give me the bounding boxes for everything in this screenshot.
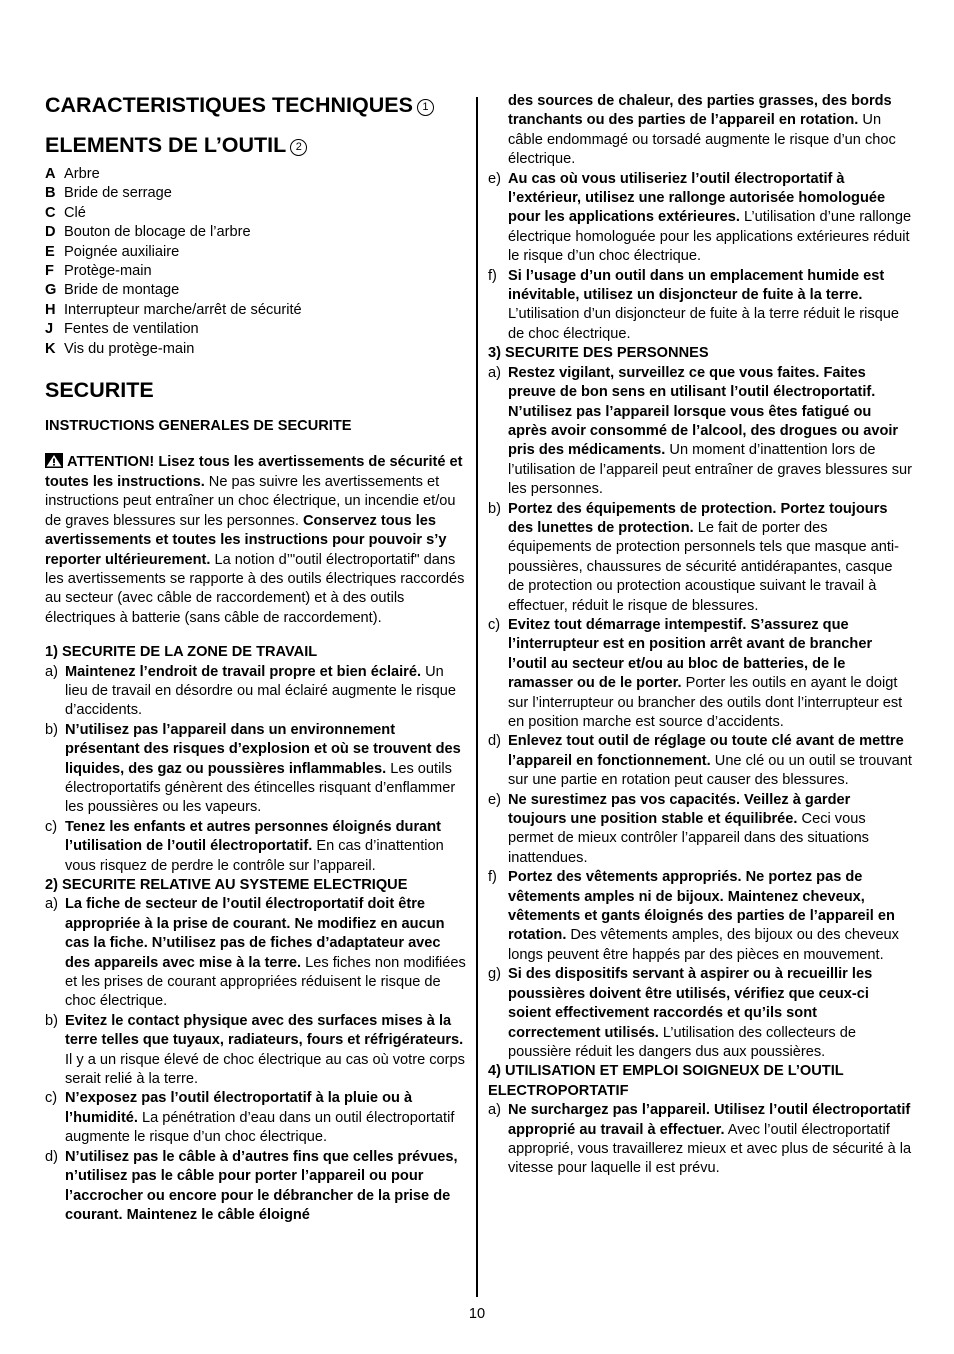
list-item: a) Ne surchargez pas l’appareil. Utilisez l’outil électroportatif approprié au travail à effectuer. Avec l’outil électroportatif approprié, vous travaillerez mieux et avec plus de sécurité à la vitesse pour laquelle il est prévu. xyxy=(488,1102,912,1177)
section-heading-work-area: 1) SECURITE DE LA ZONE DE TRAVAIL xyxy=(45,644,318,661)
list-item: A Arbre xyxy=(45,166,100,182)
list-item: b) Portez des équipements de protection. Portez toujours des lunettes de protection. Le fait de porter des équipements de protection personnels tels que masque anti-poussières, chaussures de sécurité antidérapantes, casque de protection ou protection acoustique suivant le travail à effectuer, réduit le risque de blessures. xyxy=(488,500,900,614)
list-item: B Bride de serrage xyxy=(45,185,172,202)
list-item: d) Enlevez tout outil de réglage ou toute clé avant de mettre l’appareil en fonctionnement. Une clé ou un outil se trouvant sur une partie en rotation peut causer des blessures. xyxy=(488,733,912,789)
list-item: e) Au cas où vous utiliseriez l’outil électroportatif à l’extérieur, utilisez une rallonge autorisée homologuée pour les applications extérieures. L’utilisation d’une rallonge électrique homologuée pour les applications extérieures réduit le risque d’un choc électrique. xyxy=(488,170,912,265)
column-divider xyxy=(476,97,478,1297)
list-item: b) N’utilisez pas l’appareil dans un environnement présentant des risques d’explosion et où se trouvent des liquides, des gaz ou poussières inflammables. Les outils électroportatifs génèrent des étincelles risquant d’enflammer les poussières ou les vapeurs. xyxy=(45,721,461,816)
section-heading-personal: 3) SECURITE DES PERSONNES xyxy=(488,345,709,362)
page-number: 10 xyxy=(468,1306,486,1322)
attention-paragraph: ATTENTION! Lisez tous les avertissements de sécurité et toutes les instructions. Ne pas suivre les avertissements et instructions peut entraîner un choc électrique, un incendie et/ou de graves blessures sur les personnes. Conservez tous les avertissements et toutes les instructions pour pouvoir s’y reporter ultérieurement. La notion d’"outil électroportatif" dans les avertissements se rapporte à des outils électriques raccordés au secteur (avec câble de raccordement) et à des outils électriques à batterie (sans câble de raccordement). xyxy=(45,454,465,626)
list-item: des sources de chaleur, des parties grasses, des bords tranchants ou des parties de l’appareil en rotation. Un câble endommagé ou torsadé augmente le risque d’un choc électrique. xyxy=(508,93,896,168)
specs-heading: CARACTERISTIQUES TECHNIQUES 1 xyxy=(45,92,467,118)
elements-heading: ELEMENTS DE L’OUTIL 2 xyxy=(45,132,467,158)
warning-icon xyxy=(45,453,63,468)
list-item: G Bride de montage xyxy=(45,282,180,299)
list-item: c) Evitez tout démarrage intempestif. S’assurez que l’interrupteur est en position arrêt avant de brancher l’outil au secteur et/ou au bloc de batteries, de le ramasser ou de le porter. Porter les outils en ayant le doigt sur l’interrupteur ou brancher des outils dont l’interrupteur est en position marche est source d’accidents. xyxy=(488,616,903,730)
list-item: J Fentes de ventilation xyxy=(45,321,199,338)
list-item: E Poignée auxiliaire xyxy=(45,243,180,260)
list-item: C Clé xyxy=(45,204,86,221)
left-column xyxy=(45,92,467,1225)
list-item: c) N’exposez pas l’outil électroportatif à la pluie ou à l’humidité. La pénétration d’eau dans un outil électroportatif augmente le risque d’un choc électrique. xyxy=(45,1090,455,1146)
list-item: d) N’utilisez pas le câble à d’autres fins que celles prévues, n’utilisez pas le câble pour porter l’appareil ou pour l’accrocher ou encore pour le débrancher de la prise de courant. Maintenez le câble éloigné xyxy=(45,1148,458,1223)
list-item: a) La fiche de secteur de l’outil électroportatif doit être appropriée à la prise de courant. Ne modifiez en aucun cas la fiche. N’utilisez pas de fiches d’adaptateur avec des appareils avec mise à la terre. Les fiches non modifiées et les prises de courant appropriées réduisent le risque de choc électrique. xyxy=(45,896,466,1010)
general-instructions-heading: INSTRUCTIONS GENERALES DE SECURITE xyxy=(45,418,352,435)
list-item: a) Restez vigilant, surveillez ce que vous faites. Faites preuve de bon sens en utilisant l’outil électroportatif. N’utilisez pas l’appareil lorsque vous êtes fatigué ou après avoir consommé de l’alcool, des drogues ou avoir pris des médicaments. Un moment d’inattention lors de l’utilisation de l’appareil peut entraîner de graves blessures sur les personnes. xyxy=(488,364,912,498)
list-item: K Vis du protège-main xyxy=(45,340,195,357)
list-item: f) Si l’usage d’un outil dans un emplacement humide est inévitable, utilisez un disjoncteur de fuite à la terre. L’utilisation d’un disjoncteur de fuite à la terre réduit le risque de choc électrique. xyxy=(488,267,900,342)
right-column xyxy=(488,92,912,1179)
list-item: g) Si des dispositifs servant à aspirer ou à recueillir les poussières doivent être utilisés, vérifiez que ceux-ci soient effectivement raccordés et qu’ils sont correctement utilisés. L’utilisation des collecteurs de poussière réduit les dangers dus aux poussières. xyxy=(488,966,873,1060)
security-heading: SECURITE xyxy=(45,378,154,403)
list-item: e) Ne surestimez pas vos capacités. Veillez à garder toujours une position stable et équilibrée. Ceci vous permet de mieux contrôler l’appareil dans des situations inattendues. xyxy=(488,791,869,866)
ref-circle: 1 xyxy=(417,99,434,116)
list-item: H Interrupteur marche/arrêt de sécurité xyxy=(45,301,302,318)
list-item: c) Tenez les enfants et autres personnes éloignés durant l’utilisation de l’outil électroportatif. En cas d’inattention vous risquez de perdre le contrôle sur l’appareil. xyxy=(45,818,444,874)
section-heading-tool-use: 4) UTILISATION ET EMPLOI SOIGNEUX DE L’OUTIL ELECTROPORTATIF xyxy=(488,1063,844,1099)
list-item: b) Evitez le contact physique avec des surfaces mises à la terre telles que tuyaux, radiateurs, fours et réfrigérateurs. Il y a un risque élevé de choc électrique au cas où votre corps serait relié à la terre. xyxy=(45,1012,465,1088)
list-item: F Protège-main xyxy=(45,263,152,280)
ref-circle: 2 xyxy=(290,139,307,156)
parts-list xyxy=(45,165,467,359)
list-item: f) Portez des vêtements appropriés. Ne portez pas de vêtements amples ni de bijoux. Maintenez cheveux, vêtements et gants éloignés des parties de l’appareil en rotation. Des vêtements amples, des bijoux ou des cheveux longs peuvent être happés par des pièces en mouvement. xyxy=(488,869,899,963)
list-item: D Bouton de blocage de l’arbre xyxy=(45,224,251,241)
list-item: a) Maintenez l’endroit de travail propre et bien éclairé. Un lieu de travail en désordre ou mal éclairé augmente le risque d’accidents. xyxy=(45,663,457,719)
section-heading-electrical: 2) SECURITE RELATIVE AU SYSTEME ELECTRIQUE xyxy=(45,877,408,893)
